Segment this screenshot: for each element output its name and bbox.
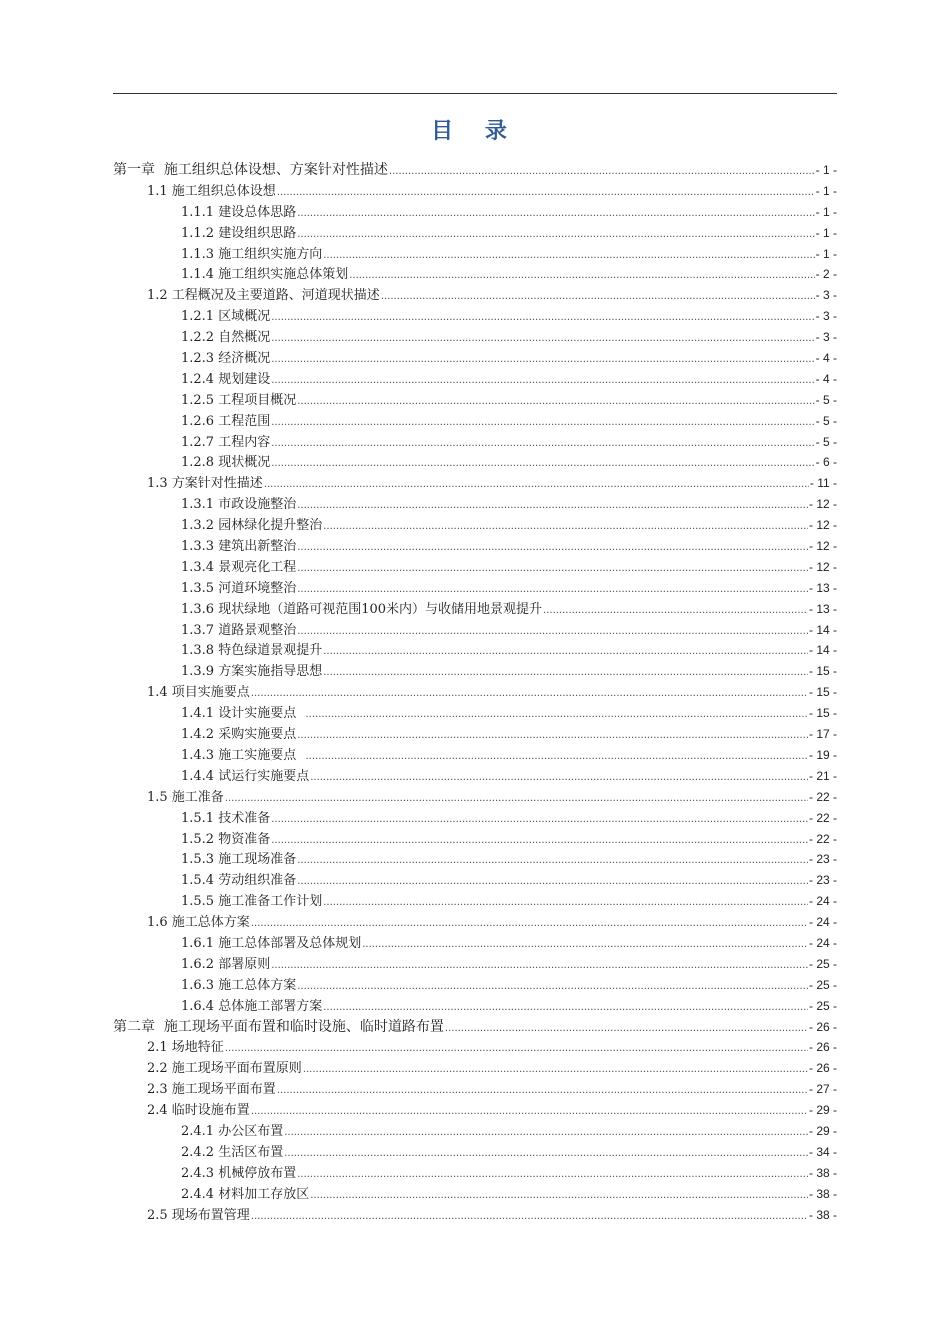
toc-entry-title: 1.3.5 河道环境整治 <box>181 580 297 596</box>
toc-entry[interactable] <box>113 536 837 557</box>
toc-entry[interactable] <box>113 578 837 599</box>
toc-entry-title: 1.3 方案针对性描述 <box>147 476 263 492</box>
toc-entry-title: 1.1.1 建设总体思路 <box>181 204 297 220</box>
toc-entry-title: 1.4 项目实施要点 <box>147 685 250 701</box>
toc-page-number: - 4 - <box>815 371 837 386</box>
toc-entry[interactable] <box>113 870 837 891</box>
dot-leader <box>297 977 808 998</box>
toc-entry-title: 1.6.3 施工总体方案 <box>181 977 297 993</box>
dot-leader <box>445 1019 808 1040</box>
toc-entry-title: 2.4.1 办公区布置 <box>181 1123 284 1139</box>
dot-leader <box>225 1039 808 1060</box>
toc-entry[interactable] <box>113 390 837 411</box>
toc-entry-title: 2.1 场地特征 <box>147 1040 224 1056</box>
dot-leader <box>323 998 808 1019</box>
dot-leader <box>284 1144 808 1165</box>
toc-entry-title: 1.5.2 物资准备 <box>181 831 271 847</box>
toc-entry[interactable] <box>113 411 837 432</box>
toc-page-number: - 15 - <box>808 685 837 700</box>
dot-leader <box>297 392 814 413</box>
toc-entry[interactable] <box>113 285 837 306</box>
toc-entry[interactable] <box>113 202 837 223</box>
toc-entry[interactable] <box>113 975 837 996</box>
toc-entry-title: 1.6 施工总体方案 <box>147 915 250 931</box>
toc-entry[interactable] <box>113 766 837 787</box>
toc-entry[interactable] <box>113 181 837 202</box>
toc-page-number: - 1 - <box>815 225 837 240</box>
toc-entry-title: 2.2 施工现场平面布置原则 <box>147 1061 302 1077</box>
toc-entry[interactable] <box>113 327 837 348</box>
page-title: 目 录 <box>431 119 519 144</box>
toc-entry[interactable] <box>113 1079 837 1100</box>
dot-leader <box>271 434 814 455</box>
toc-entry[interactable] <box>113 682 837 703</box>
toc-page-number: - 1 - <box>815 204 837 219</box>
toc-entry-title: 1.3.4 景观亮化工程 <box>181 559 297 575</box>
toc-page-number: - 2 - <box>815 267 837 282</box>
dot-leader <box>297 872 808 893</box>
toc-entry[interactable] <box>113 1100 837 1121</box>
dot-leader <box>310 768 808 789</box>
toc-entry[interactable] <box>113 849 837 870</box>
toc-page-number: - 26 - <box>808 1061 837 1076</box>
toc-entry[interactable] <box>113 1205 837 1226</box>
dot-leader <box>323 663 808 684</box>
toc-entry-title: 1.1.2 建设组织思路 <box>181 225 297 241</box>
toc-entry-title: 1.2 工程概况及主要道路、河道现状描述 <box>147 288 380 304</box>
dot-leader <box>310 1186 808 1207</box>
dot-leader <box>389 162 815 183</box>
dot-leader <box>277 183 815 204</box>
dot-leader <box>381 287 815 308</box>
toc-entry-title: 1.6.2 部署原则 <box>181 956 271 972</box>
toc-entry-title: 1.5.4 劳动组织准备 <box>181 873 297 889</box>
toc-entry[interactable] <box>113 264 837 285</box>
toc-entry-title: 2.5 现场布置管理 <box>147 1207 250 1223</box>
toc-entry-title: 第二章 施工现场平面布置和临时设施、临时道路布置 <box>113 1018 444 1035</box>
toc-entry-title: 2.3 施工现场平面布置 <box>147 1082 276 1098</box>
toc-page-number: - 3 - <box>815 330 837 345</box>
toc-page-number: - 3 - <box>815 309 837 324</box>
dot-leader <box>271 454 814 475</box>
dot-leader <box>271 831 808 852</box>
toc-entry-title: 1.3.8 特色绿道景观提升 <box>181 643 323 659</box>
dot-leader <box>251 1207 808 1228</box>
toc-page-number: - 25 - <box>808 998 837 1013</box>
toc-entry[interactable] <box>113 1142 837 1163</box>
toc-entry-title: 1.4.3 施工实施要点 <box>181 747 305 763</box>
toc-page-number: - 13 - <box>808 601 837 616</box>
toc-entry-title: 1.3.1 市政设施整治 <box>181 497 297 513</box>
dot-leader <box>271 329 814 350</box>
toc-page-number: - 13 - <box>808 580 837 595</box>
toc-page-number: - 15 - <box>808 706 837 721</box>
dot-leader <box>277 1081 808 1102</box>
toc-entry[interactable] <box>113 954 837 975</box>
toc-entry[interactable] <box>113 829 837 850</box>
toc-page-number: - 27 - <box>808 1082 837 1097</box>
toc-entry-title: 1.5.1 技术准备 <box>181 810 271 826</box>
toc-chapter-entry[interactable] <box>113 160 837 181</box>
toc-entry[interactable] <box>113 808 837 829</box>
toc-entry[interactable] <box>113 494 837 515</box>
toc-entry-title: 1.6.4 总体施工部署方案 <box>181 998 323 1014</box>
dot-leader <box>297 622 808 643</box>
header-rule <box>113 93 837 94</box>
dot-leader <box>305 747 808 768</box>
toc-page-number: - 29 - <box>808 1123 837 1138</box>
toc-entry-title: 1.5.3 施工现场准备 <box>181 852 297 868</box>
toc-entry[interactable] <box>113 1163 837 1184</box>
dot-leader <box>251 1102 808 1123</box>
toc-entry[interactable] <box>113 891 837 912</box>
dot-leader <box>297 538 808 559</box>
toc-page-number: - 3 - <box>815 288 837 303</box>
toc-entry[interactable] <box>113 244 837 265</box>
toc-entry[interactable] <box>113 1037 837 1058</box>
toc-entry-title: 第一章 施工组织总体设想、方案针对性描述 <box>113 162 388 178</box>
toc-entry[interactable] <box>113 369 837 390</box>
toc-page-number: - 25 - <box>808 956 837 971</box>
dot-leader <box>297 559 808 580</box>
dot-leader <box>362 935 808 956</box>
toc-entry-title: 1.4.1 设计实施要点 <box>181 706 305 722</box>
dot-leader <box>543 601 808 622</box>
toc-page-number: - 12 - <box>808 518 837 533</box>
toc-entry-title: 1.6.1 施工总体部署及总体规划 <box>181 935 362 951</box>
toc-entry[interactable] <box>113 996 837 1017</box>
dot-leader <box>323 246 814 267</box>
toc-entry-title: 2.4 临时设施布置 <box>147 1103 250 1119</box>
toc-page-number: - 26 - <box>808 1040 837 1055</box>
dot-leader <box>284 1123 808 1144</box>
toc-entry-title: 1.1 施工组织总体设想 <box>147 183 276 199</box>
toc-page-number: - 24 - <box>808 915 837 930</box>
toc-entry[interactable] <box>113 348 837 369</box>
toc-entry-title: 2.4.3 机械停放布置 <box>181 1165 297 1181</box>
dot-leader <box>251 914 808 935</box>
toc-entry-title: 1.2.7 工程内容 <box>181 434 271 450</box>
toc-entry[interactable] <box>113 640 837 661</box>
toc-entry[interactable] <box>113 912 837 933</box>
toc-entry[interactable] <box>113 557 837 578</box>
dot-leader <box>225 789 808 810</box>
toc-entry-title: 1.4.4 试运行实施要点 <box>181 768 310 784</box>
toc-entry-title: 1.3.3 建筑出新整治 <box>181 539 297 555</box>
dot-leader <box>271 350 814 371</box>
toc-page-number: - 26 - <box>808 1019 837 1034</box>
toc-page-number: - 22 - <box>808 831 837 846</box>
table-of-contents <box>113 160 837 1225</box>
dot-leader <box>297 726 808 747</box>
dot-leader <box>303 1060 808 1081</box>
dot-leader <box>297 496 808 517</box>
toc-entry-title: 1.3.7 道路景观整治 <box>181 622 297 638</box>
dot-leader <box>297 1165 808 1186</box>
dot-leader <box>323 893 808 914</box>
toc-entry-title: 1.2.6 工程范围 <box>181 413 271 429</box>
toc-entry-title: 1.4.2 采购实施要点 <box>181 727 297 743</box>
toc-page-number: - 23 - <box>808 852 837 867</box>
dot-leader <box>297 851 808 872</box>
toc-entry-title: 1.5 施工准备 <box>147 789 224 805</box>
dot-leader <box>271 956 808 977</box>
toc-entry-title: 2.4.4 材料加工存放区 <box>181 1186 310 1202</box>
toc-entry[interactable] <box>113 745 837 766</box>
toc-entry[interactable] <box>113 1058 837 1079</box>
toc-page-number: - 38 - <box>808 1186 837 1201</box>
toc-page-number: - 23 - <box>808 873 837 888</box>
toc-entry[interactable] <box>113 1121 837 1142</box>
toc-page-number: - 5 - <box>815 392 837 407</box>
toc-entry-title: 1.2.2 自然概况 <box>181 330 271 346</box>
dot-leader <box>271 371 814 392</box>
dot-leader <box>323 517 808 538</box>
dot-leader <box>264 475 809 496</box>
toc-entry-title: 1.5.5 施工准备工作计划 <box>181 894 323 910</box>
toc-page-number: - 12 - <box>808 539 837 554</box>
toc-page-number: - 29 - <box>808 1103 837 1118</box>
toc-page-number: - 38 - <box>808 1207 837 1222</box>
toc-entry[interactable] <box>113 1184 837 1205</box>
toc-entry-title: 1.2.8 现状概况 <box>181 455 271 471</box>
dot-leader <box>297 204 814 225</box>
toc-entry-title: 1.3.2 园林绿化提升整治 <box>181 518 323 534</box>
toc-entry-title: 1.1.4 施工组织实施总体策划 <box>181 267 349 283</box>
dot-leader <box>323 642 808 663</box>
dot-leader <box>349 266 814 287</box>
dot-leader <box>297 225 814 246</box>
toc-entry-title: 1.1.3 施工组织实施方向 <box>181 246 323 262</box>
toc-page-number: - 12 - <box>808 497 837 512</box>
toc-entry[interactable] <box>113 432 837 453</box>
toc-page-number: - 25 - <box>808 977 837 992</box>
toc-entry[interactable] <box>113 724 837 745</box>
toc-page-number: - 5 - <box>815 413 837 428</box>
toc-page-number: - 15 - <box>808 664 837 679</box>
toc-entry[interactable] <box>113 223 837 244</box>
toc-page-number: - 12 - <box>808 559 837 574</box>
toc-entry[interactable] <box>113 473 837 494</box>
toc-entry[interactable] <box>113 787 837 808</box>
toc-page-number: - 6 - <box>815 455 837 470</box>
toc-entry-title: 2.4.2 生活区布置 <box>181 1144 284 1160</box>
toc-page-number: - 1 - <box>815 183 837 198</box>
toc-entry[interactable] <box>113 661 837 682</box>
toc-page-number: - 1 - <box>815 163 837 177</box>
toc-entry-title: 1.2.3 经济概况 <box>181 351 271 367</box>
toc-page-number: - 17 - <box>808 727 837 742</box>
dot-leader <box>305 705 808 726</box>
toc-entry-title: 1.2.1 区域概况 <box>181 309 271 325</box>
toc-entry[interactable] <box>113 933 837 954</box>
toc-page-number: - 19 - <box>808 747 837 762</box>
toc-page-number: - 11 - <box>809 476 837 491</box>
dot-leader <box>297 580 808 601</box>
dot-leader <box>271 810 808 831</box>
toc-entry-title: 1.3.9 方案实施指导思想 <box>181 664 323 680</box>
toc-page-number: - 14 - <box>808 622 837 637</box>
toc-page-number: - 34 - <box>808 1144 837 1159</box>
toc-page-number: - 24 - <box>808 894 837 909</box>
toc-entry[interactable] <box>113 306 837 327</box>
toc-entry-title: 1.2.5 工程项目概况 <box>181 392 297 408</box>
toc-page-number: - 24 - <box>808 935 837 950</box>
toc-page-number: - 1 - <box>815 246 837 261</box>
toc-page-number: - 22 - <box>808 789 837 804</box>
toc-entry[interactable] <box>113 599 837 620</box>
toc-entry-title: 1.2.4 规划建设 <box>181 371 271 387</box>
toc-entry[interactable] <box>113 620 837 641</box>
toc-page-number: - 4 - <box>815 351 837 366</box>
toc-page-number: - 22 - <box>808 810 837 825</box>
toc-entry[interactable] <box>113 452 837 473</box>
toc-entry[interactable] <box>113 515 837 536</box>
dot-leader <box>271 308 814 329</box>
dot-leader <box>251 684 808 705</box>
toc-entry[interactable] <box>113 703 837 724</box>
dot-leader <box>271 413 814 434</box>
toc-entry-title: 1.3.6 现状绿地（道路可视范围100米内）与收储用地景观提升 <box>181 601 543 617</box>
toc-page-number: - 14 - <box>808 643 837 658</box>
toc-page-number: - 38 - <box>808 1165 837 1180</box>
toc-chapter-entry[interactable] <box>113 1017 837 1038</box>
toc-page-number: - 5 - <box>815 434 837 449</box>
toc-page-number: - 21 - <box>808 768 837 783</box>
